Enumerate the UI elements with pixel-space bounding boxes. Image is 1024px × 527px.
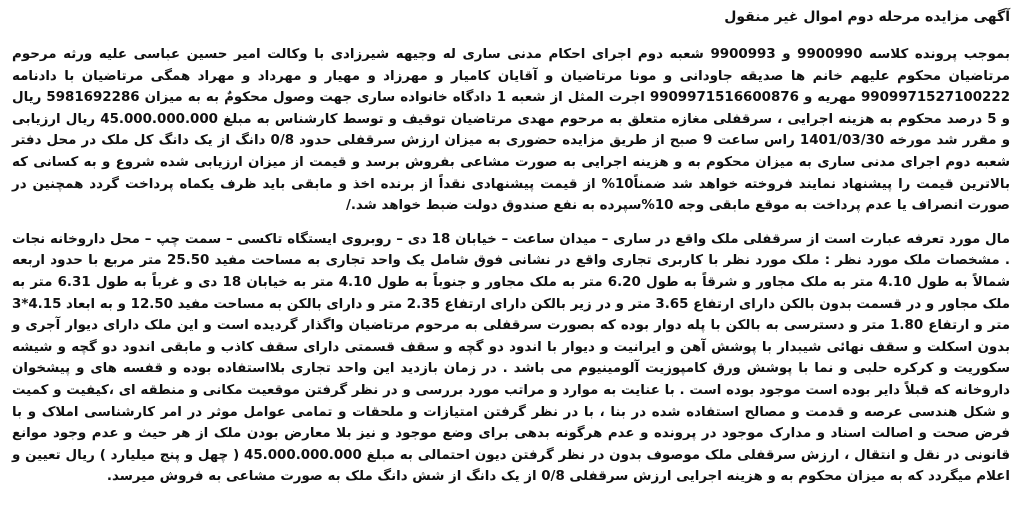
- notice-paragraph-property: مال مورد تعرفه عبارت است از سرقفلی ملک واقع در ساری – میدان ساعت – خیابان 18 دی – روبروی ایستگاه تاکسی – سمت چپ – محل داروخانه نجات . مشخصات ملک مورد نظر : ملک مورد نظر با کاربری تجاری واقع در نشانی فوق شامل یک واحد تجاری به مساحت مفید 25.50 متر مربع با حدود اربعه شمالاً به طول 4.10 متر به ملک مجاور و شرقاً به طول 6.20 متر به ملک مجاور و جنوباً به طول 4.10 متر به خیابان 18 دی و غرباً به طول 6.31 متر به ملک مجاور و در قسمت بدون بالکن دارای ارتفاع 3.65 متر و در زیر بالکن دارای ارتفاع 2.35 متر و دارای بالکن به مساحت مفید 12.50 و به ابعاد 4.15*3 متر و ارتفاع 1.80 متر و دسترسی به بالکن با پله دوار بوده که بصورت سرقفلی به مرحوم مرتاضیان واگذار گردیده است و این ملک دارای دیوار آجری و بدون اسکلت و سقف نهائی شیبدار با پوشش آهن و ایرانیت و دیوار با اندود دو گچه و سقف قسمتی دارای سقف کاذب و مابقی اندود دو گچه و شیشه سکوریت و کرکره حلبی و نما با پوشش ورق کامپوزیت آلومینیوم می باشد . در زمان بازدید این واحد تجاری بلااستفاده بوده و قفسه های و پیشخوان داروخانه که قبلاً دایر بوده است موجود بوده است . با عنایت به موارد و مراتب مورد بررسی و در نظر گرفتن موقعیت مکانی و منطقه ای ،کیفیت و کمیت و شکل هندسی عرصه و قدمت و مصالح استفاده شده در بنا ، با در نظر گرفتن امتیازات و ملحقات و تمامی عوامل موثر در امر کارشناسی املاک و با فرض صحت و اصالت اسناد و مدارک موجود در پرونده و عدم هرگونه بدهی برای وضع موجود و نیز بلا معارض بودن ملک از هر حیث و عدم وجود موانع قانونی در نقل و انتقال ، ارزش سرقفلی ملک موصوف بدون در نظر گرفتن دیون احتمالی به مبلغ 45.000.000.000 ( چهل و پنج میلیارد ) ریال تعیین و اعلام میگردد که به میزان محکوم به و هزینه اجرایی ارزش سرقفلی 0/8 از یک دانگ از شش دانگ ملک به صورت مشاعی به فروش میرسد.: [12, 231, 1011, 485]
- notice-title: آگهی مزایده مرحله دوم اموال غیر منقول: [724, 9, 1010, 25]
- notice-paragraph-case: بموجب پرونده کلاسه 9900990 و 9900993 شعبه دوم اجرای احکام مدنی ساری له وجیهه شیرزادی با وکالت امیر حسین عباسی علیه ورثه مرحوم مرتاضیان محکوم علیهم خانم ها صدیقه جاودانی و مونا مرتاضیان و آقایان کامیار و مهرزاد و مهیار و مهرداد و مهراد همگی مرتاضیان با دادنامه 9909971527100222 مهریه و 9909971516600876 اجرت المثل از شعبه 1 دادگاه خانواده ساری جهت وصول محکومٌ به به میزان 5981692286 ریال و 5 درصد محکوم به هزینه اجرایی ، سرقفلی مغازه متعلق به مرحوم مهدی مرتاضیان توقیف و توسط کارشناس به مبلغ 45.000.000.000 ریال ارزیابی و مقرر شد مورخه 1401/03/30 راس ساعت 9 صبح از طریق مزایده حضوری به میزان ارزش سرقفلی حدود 0/8 دانگ از یک دانگ کل ملک در محل دفتر شعبه دوم اجرای مدنی ساری به میزان محکوم به و هزینه اجرایی به صورت مشاعی بفروش برسد و قیمت از میزان ارزیابی شده شروع و به کسانی که بالاترین قیمت را پیشنهاد نمایند فروخته خواهد شد ضمناً10% از قیمت پیشنهادی نقداً از برنده اخذ و مابقی باید ظرف یکماه پرداخت گردد همچنین در صورت انصراف یا عدم پرداخت به موقع مابقی وجه 10%سپرده به نفع صندوق دولت ضبط خواهد شد./: [12, 47, 1011, 214]
